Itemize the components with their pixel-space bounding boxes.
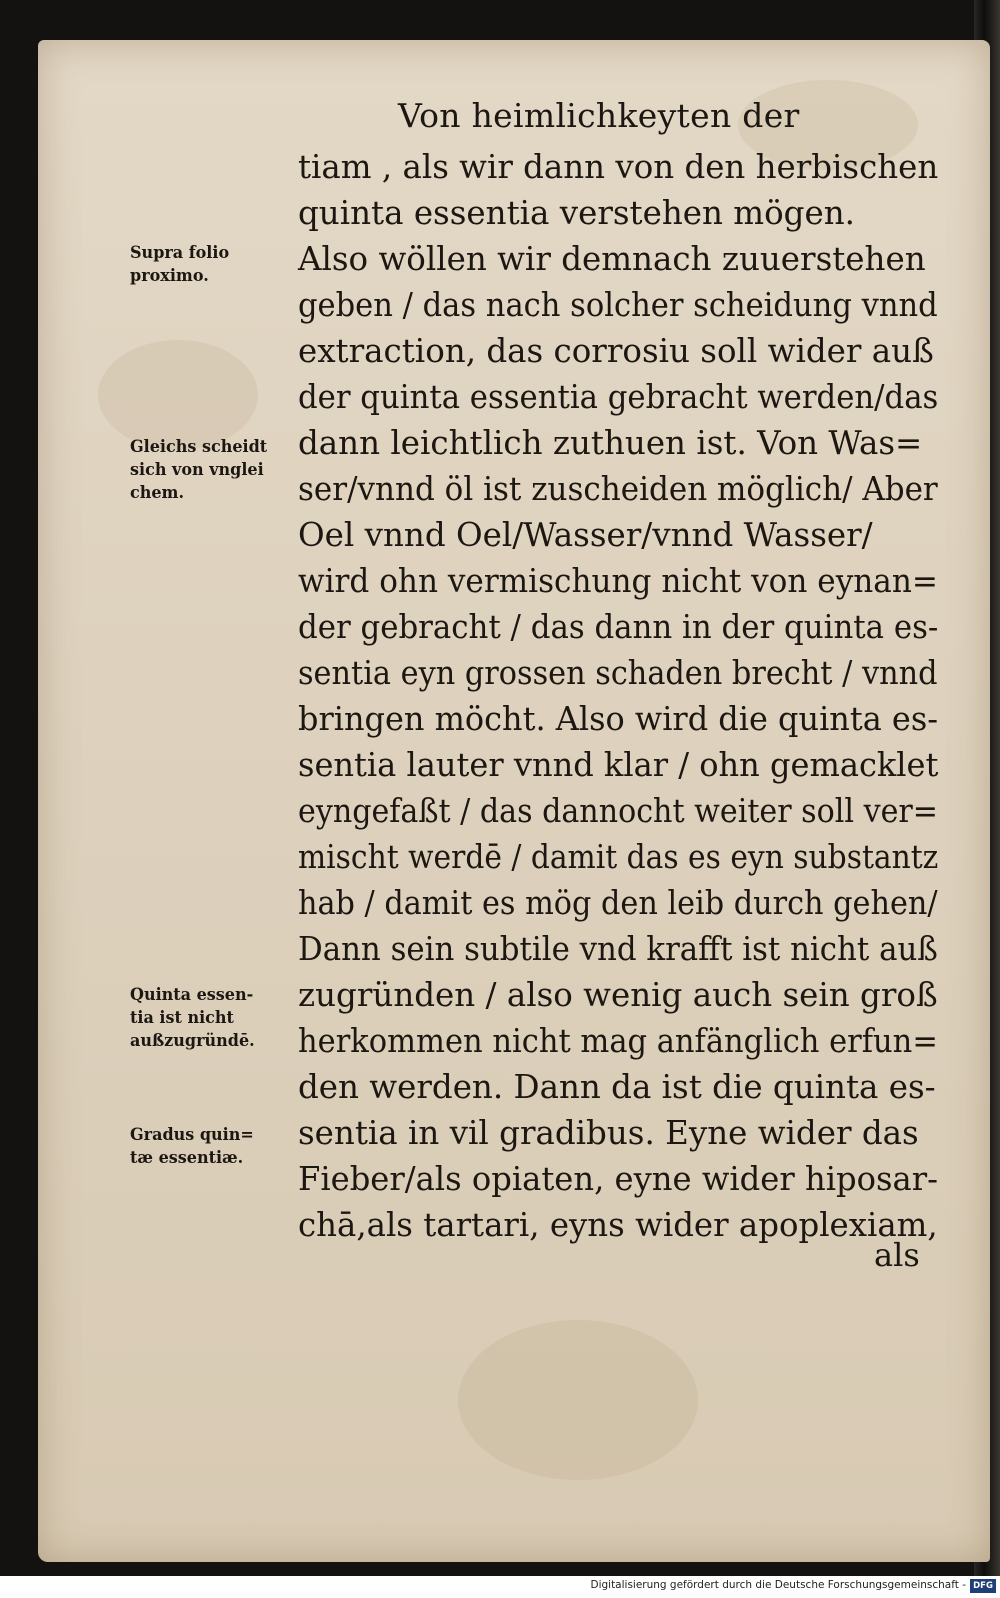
text-line: dann leichtlich zuthuen ist. Von Was=	[298, 424, 923, 462]
text-line: herkommen nicht mag anfänglich erfun=	[298, 1022, 938, 1060]
text-line: bringen möcht. Also wird die quinta es-	[298, 700, 939, 738]
catchword: als	[874, 1236, 920, 1274]
marginal-note-line: tia ist nicht	[130, 1008, 234, 1028]
marginal-note-line: Supra folio	[130, 243, 230, 263]
marginal-note-line: Quinta essen-	[130, 985, 254, 1005]
text-line: den werden. Dann da ist die quinta es-	[298, 1068, 936, 1106]
marginal-note-line: Gradus quin=	[130, 1125, 254, 1145]
text-line: sentia eyn grossen schaden brecht / vnnd	[298, 654, 938, 692]
text-line: geben / das nach solcher scheidung vnnd	[298, 286, 938, 324]
marginal-note	[130, 242, 300, 288]
text-line: hab / damit es mög den leib durch gehen/	[298, 884, 938, 922]
marginal-note	[130, 984, 300, 1053]
text-line: Dann sein subtile vnd krafft ist nicht auß	[298, 930, 938, 968]
marginal-note-line: Gleichs scheidt	[130, 437, 268, 457]
running-head: Von heimlichkeyten der	[398, 96, 800, 135]
text-line: chā,als tartari, eyns wider apoplexiam,	[298, 1206, 938, 1244]
text-line: zugründen / also wenig auch sein groß	[298, 976, 938, 1014]
marginal-note	[130, 436, 300, 505]
marginal-note-line: sich von vnglei	[130, 460, 264, 480]
text-line: Oel vnnd Oel/Wasser/vnnd Wasser/	[298, 516, 873, 554]
text-line: tiam , als wir dann von den herbischen	[298, 148, 939, 186]
text-line: Fieber/als opiaten, eyne wider hiposar-	[298, 1160, 938, 1198]
digitization-credit: Digitalisierung gefördert durch die Deutsche Forschungsgemeinschaft -	[590, 1579, 966, 1591]
text-line: sentia in vil gradibus. Eyne wider das	[298, 1114, 919, 1152]
text-line: Also wöllen wir demnach zuuerstehen	[298, 240, 926, 278]
dfg-logo: DFG	[970, 1579, 996, 1593]
marginal-note-line: außzugründē.	[130, 1031, 255, 1051]
text-line: sentia lauter vnnd klar / ohn gemacklet	[298, 746, 939, 784]
text-line: der gebracht / das dann in der quinta es-	[298, 608, 939, 646]
marginal-note	[130, 1124, 300, 1170]
text-line: wird ohn vermischung nicht von eynan=	[298, 562, 938, 600]
marginal-note-line: chem.	[130, 483, 185, 503]
digitization-credit-bar	[0, 1576, 1000, 1598]
text-line: mischt werdē / damit das es eyn substantz	[298, 838, 939, 876]
text-line: extraction, das corrosiu soll wider auß	[298, 332, 934, 370]
text-line: der quinta essentia gebracht werden/das	[298, 378, 939, 416]
text-line: eyngefaßt / das dannocht weiter soll ver=	[298, 792, 939, 830]
text-line: quinta essentia verstehen mögen.	[298, 194, 855, 232]
marginal-note-line: tæ essentiæ.	[130, 1148, 244, 1168]
marginal-note-line: proximo.	[130, 266, 209, 286]
text-line: ser/vnnd öl ist zuscheiden möglich/ Aber	[298, 470, 938, 508]
